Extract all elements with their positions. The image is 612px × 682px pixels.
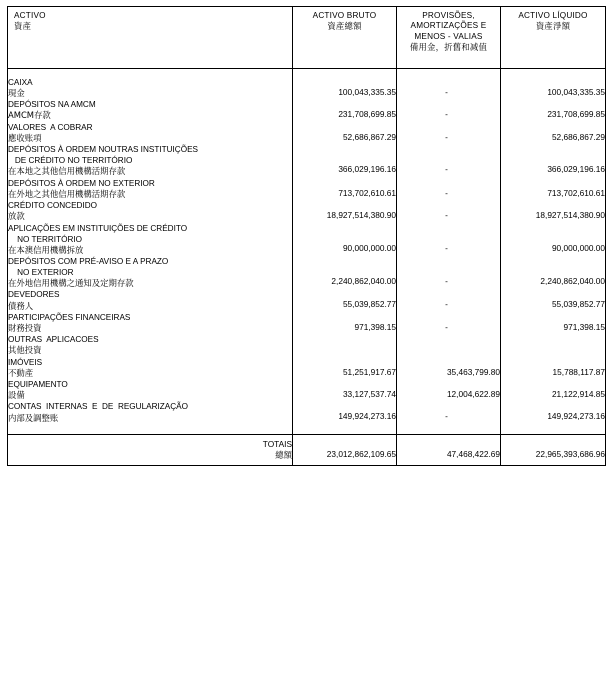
- value-text: -: [445, 109, 448, 120]
- value-text: 100,043,335.35: [338, 87, 396, 97]
- value-pad: [397, 154, 496, 164]
- table-top-spacer: [8, 69, 606, 78]
- row-value-liquido: [501, 312, 606, 334]
- table-row: [8, 289, 606, 311]
- row-label-zh: 現金: [8, 88, 25, 99]
- row-label: [8, 334, 293, 356]
- row-label-pt: OUTRAS APLICACOES: [8, 335, 99, 345]
- spacer-cell-bruto: [293, 69, 397, 78]
- row-label-pt-2: NO EXTERIOR: [8, 268, 74, 278]
- value-pad: [501, 357, 605, 367]
- row-label-pt: IMÓVEIS: [8, 357, 43, 367]
- row-value-liquido: [501, 357, 606, 379]
- value-pad: [501, 289, 605, 299]
- table-row: [8, 178, 606, 200]
- value-pad: [501, 401, 605, 411]
- value-pad: [293, 334, 396, 344]
- value-pad: [501, 154, 605, 164]
- totals-value-provisoes: [397, 434, 501, 466]
- table-row: [8, 379, 606, 401]
- value-text: 55,039,852.77: [342, 299, 396, 310]
- column-header-activo-liquido-pt: ACTIVO LÍQUIDO: [518, 11, 588, 20]
- value-text: 90,000,000.00: [342, 242, 396, 253]
- table-row: [8, 144, 606, 177]
- assets-table: [7, 6, 606, 466]
- column-header-activo-zh: 資產: [14, 21, 32, 32]
- table-row: [8, 200, 606, 222]
- spacer-cell-prov: [397, 69, 501, 78]
- row-label-pt-2: NO TERRITÓRIO: [8, 234, 82, 244]
- row-value-bruto: [293, 122, 397, 144]
- row-label: [8, 178, 293, 200]
- value-text: -: [445, 131, 448, 142]
- totals-row: [8, 434, 606, 466]
- value-pad: [397, 99, 496, 109]
- value-text: 12,004,622.89: [446, 389, 500, 400]
- value-pad: [397, 223, 496, 233]
- row-value-bruto: [293, 178, 397, 200]
- table-row: [8, 401, 606, 423]
- value-pad: [501, 223, 605, 233]
- row-label: [8, 200, 293, 222]
- value-text: 90,000,000.00: [551, 242, 605, 253]
- value-text: 33,127,537.74: [342, 389, 396, 400]
- table-body: [8, 69, 606, 466]
- value-pad: [501, 99, 605, 109]
- value-pad: [293, 154, 396, 164]
- column-header-activo-pt: ACTIVO: [14, 11, 46, 20]
- value-pad: [293, 178, 396, 188]
- row-value-bruto: [293, 144, 397, 177]
- row-label-pt: DEPÓSITOS COM PRÉ-AVISO E A PRAZO: [8, 256, 169, 266]
- table-row: [8, 256, 606, 289]
- spacer-cell-bruto: [293, 424, 397, 435]
- row-label-pt: EQUIPAMENTO: [8, 380, 68, 390]
- row-value-liquido: [501, 178, 606, 200]
- table-row: [8, 334, 606, 356]
- value-text: -: [445, 164, 448, 175]
- row-value-provisoes: [397, 200, 501, 222]
- table-pre-totals-spacer: [8, 424, 606, 435]
- row-value-bruto: [293, 256, 397, 289]
- row-value-provisoes: [397, 401, 501, 423]
- spacer-cell-liquido: [501, 424, 606, 435]
- row-value-bruto: [293, 200, 397, 222]
- row-label-zh: 債務人: [8, 300, 34, 311]
- row-value-provisoes: [397, 144, 501, 177]
- row-value-liquido: [501, 334, 606, 356]
- row-label-pt: DEPÓSITOS À ORDEM NO EXTERIOR: [8, 178, 155, 188]
- value-text: 2,240,862,040.00: [540, 275, 605, 286]
- row-value-provisoes: [397, 223, 501, 256]
- value-text: 366,029,196.16: [338, 164, 396, 175]
- row-label: [8, 357, 293, 379]
- row-value-bruto: [293, 379, 397, 401]
- row-label: [8, 122, 293, 144]
- row-value-liquido: [501, 77, 606, 99]
- value-text: 971,398.15: [563, 321, 605, 332]
- value-text: 18,927,514,380.90: [326, 210, 396, 221]
- value-text: 149,924,273.16: [547, 411, 605, 422]
- value-text: 713,702,610.61: [547, 187, 605, 198]
- value-text: 971,398.15: [354, 321, 396, 332]
- value-text: 35,463,799.80: [446, 366, 500, 377]
- row-label-zh: 放款: [8, 211, 25, 222]
- row-value-provisoes: [397, 122, 501, 144]
- value-text: 15,788,117.87: [552, 366, 605, 377]
- row-value-liquido: [501, 144, 606, 177]
- value-pad: [501, 77, 605, 87]
- column-header-activo: [8, 7, 293, 69]
- row-value-liquido: [501, 379, 606, 401]
- value-pad: [501, 266, 605, 276]
- value-text: 52,686,867.29: [551, 131, 605, 142]
- value-pad: [397, 439, 500, 449]
- row-label-zh: 内部及調整账: [8, 412, 59, 423]
- value-pad: [397, 200, 496, 210]
- row-label-pt: DEPÓSITOS À ORDEM NOUTRAS INSTITUIÇÕES: [8, 145, 199, 155]
- row-label-zh: 在本澳信用機構拆放: [8, 244, 84, 255]
- value-pad: [397, 379, 500, 389]
- table-row: [8, 122, 606, 144]
- value-text: 51,251,917.67: [342, 366, 396, 377]
- row-value-liquido: [501, 256, 606, 289]
- row-label: [8, 401, 293, 423]
- value-pad: [293, 223, 396, 233]
- row-label-pt-2: DE CRÉDITO NO TERRITÓRIO: [8, 156, 133, 166]
- row-label-zh: 其他投資: [8, 345, 42, 356]
- value-pad: [397, 401, 496, 411]
- row-value-provisoes: [397, 256, 501, 289]
- row-label: [8, 144, 293, 177]
- value-pad: [293, 256, 396, 266]
- value-text: 366,029,196.16: [547, 164, 605, 175]
- row-label-pt: CAIXA: [8, 78, 33, 87]
- value-text: -: [445, 187, 448, 198]
- row-value-provisoes: [397, 379, 501, 401]
- table-header: [8, 7, 606, 69]
- value-pad: [501, 122, 605, 132]
- value-pad: [397, 144, 496, 154]
- value-pad: [293, 401, 396, 411]
- row-value-provisoes: [397, 357, 501, 379]
- value-text: -: [445, 242, 448, 253]
- row-label-zh: 在外地信用機構之通知及定期存款: [8, 278, 134, 289]
- value-pad: [293, 266, 396, 276]
- value-text: 52,686,867.29: [342, 131, 396, 142]
- value-text: 2,240,862,040.00: [331, 275, 396, 286]
- row-label-pt: DEVEDORES: [8, 290, 60, 300]
- row-label-zh: AMCM存款: [8, 110, 51, 121]
- value-text: -: [445, 411, 448, 422]
- value-pad: [293, 99, 396, 109]
- value-pad: [397, 233, 496, 243]
- value-text: -: [445, 275, 448, 286]
- value-pad: [397, 77, 496, 87]
- value-pad: [293, 122, 396, 132]
- value-text: -: [445, 321, 448, 332]
- row-label-pt: CRÉDITO CONCEDIDO: [8, 201, 98, 211]
- value-text: 18,927,514,380.90: [535, 210, 605, 221]
- table-row: [8, 312, 606, 334]
- value-pad: [397, 334, 496, 344]
- value-text: 22,965,393,686.96: [535, 448, 605, 459]
- spacer-cell-label: [8, 424, 293, 435]
- value-text: 100,043,335.35: [547, 87, 605, 97]
- row-label-pt: PARTICIPAÇÕES FINANCEIRAS: [8, 312, 131, 322]
- row-label-zh: 不動產: [8, 367, 34, 378]
- row-value-bruto: [293, 99, 397, 121]
- value-pad: [501, 233, 605, 243]
- row-label: [8, 312, 293, 334]
- column-header-provisoes-zh: 備用金，折舊和减值: [409, 41, 488, 52]
- value-pad: [501, 144, 605, 154]
- table-row: [8, 223, 606, 256]
- row-label: [8, 99, 293, 121]
- row-value-liquido: [501, 99, 606, 121]
- value-pad: [501, 178, 605, 188]
- value-pad: [293, 200, 396, 210]
- spacer-cell-liquido: [501, 69, 606, 78]
- value-text: 55,039,852.77: [551, 299, 605, 310]
- table-row: [8, 77, 606, 99]
- row-value-bruto: [293, 401, 397, 423]
- column-header-activo-bruto: [293, 7, 397, 69]
- row-value-bruto: [293, 312, 397, 334]
- row-label-pt: APLICAÇÕES EM INSTITUIÇÕES DE CRÉDITO: [8, 223, 188, 233]
- row-value-bruto: [293, 223, 397, 256]
- row-value-liquido: [501, 401, 606, 423]
- row-value-provisoes: [397, 99, 501, 121]
- value-pad: [501, 256, 605, 266]
- row-value-provisoes: [397, 312, 501, 334]
- value-text: -: [445, 87, 448, 97]
- row-value-bruto: [293, 357, 397, 379]
- row-value-provisoes: [397, 289, 501, 311]
- value-pad: [293, 233, 396, 243]
- value-pad: [397, 357, 500, 367]
- row-label: [8, 77, 293, 99]
- row-label: [8, 289, 293, 311]
- value-text: 21,122,914.85: [551, 389, 605, 400]
- row-value-provisoes: [397, 178, 501, 200]
- row-label-zh: 在外地之其他信用機構活期存款: [8, 188, 126, 199]
- value-pad: [501, 334, 605, 344]
- value-pad: [397, 266, 496, 276]
- row-label: [8, 223, 293, 256]
- column-header-provisoes-line1: PROVISÕES,: [422, 11, 475, 20]
- row-label-zh: 應收账項: [8, 132, 42, 143]
- value-pad: [501, 379, 605, 389]
- row-label-zh: 財務投資: [8, 322, 42, 333]
- totals-label-zh: 總額: [275, 450, 292, 461]
- value-pad: [293, 144, 396, 154]
- value-pad: [293, 312, 396, 322]
- value-pad: [397, 122, 496, 132]
- value-pad: [293, 439, 396, 449]
- value-pad: [501, 200, 605, 210]
- row-value-provisoes: [397, 77, 501, 99]
- value-pad: [293, 289, 396, 299]
- row-label: [8, 256, 293, 289]
- row-value-liquido: [501, 122, 606, 144]
- column-header-activo-liquido-zh: 資產淨額: [535, 21, 571, 32]
- value-text: 47,468,422.69: [446, 448, 500, 459]
- value-text: 23,012,862,109.65: [326, 448, 396, 459]
- row-label-pt: DEPÓSITOS NA AMCM: [8, 100, 96, 110]
- row-label-pt: VALORES A COBRAR: [8, 122, 93, 132]
- row-value-bruto: [293, 334, 397, 356]
- table-row: [8, 357, 606, 379]
- spacer-cell-label: [8, 69, 293, 78]
- value-pad: [397, 312, 496, 322]
- row-value-bruto: [293, 289, 397, 311]
- value-pad: [397, 289, 496, 299]
- value-pad: [397, 178, 496, 188]
- value-pad: [501, 312, 605, 322]
- value-pad: [501, 439, 605, 449]
- value-text: 231,708,699.85: [338, 109, 396, 120]
- value-text: 231,708,699.85: [547, 109, 605, 120]
- row-value-liquido: [501, 289, 606, 311]
- value-pad: [293, 379, 396, 389]
- row-label: [8, 379, 293, 401]
- column-header-provisoes-line3: MENOS - VALIAS: [414, 31, 483, 41]
- totals-value-liquido: [501, 434, 606, 466]
- spacer-cell-prov: [397, 424, 501, 435]
- totals-label: [8, 434, 293, 466]
- column-header-activo-bruto-pt: ACTIVO BRUTO: [312, 11, 377, 20]
- value-pad: [293, 357, 396, 367]
- row-label-zh: 設備: [8, 390, 25, 401]
- value-pad: [293, 77, 396, 87]
- table-row: [8, 99, 606, 121]
- row-value-bruto: [293, 77, 397, 99]
- column-header-provisoes-line2: AMORTIZAÇÕES E: [410, 21, 487, 31]
- totals-value-bruto: [293, 434, 397, 466]
- row-value-liquido: [501, 223, 606, 256]
- row-value-liquido: [501, 200, 606, 222]
- value-text: -: [445, 210, 448, 221]
- value-text: 149,924,273.16: [338, 411, 396, 422]
- column-header-activo-bruto-zh: 資產總額: [327, 21, 362, 32]
- totals-label-pt: TOTAIS: [262, 438, 292, 449]
- row-value-provisoes: [397, 334, 501, 356]
- column-header-provisoes: [397, 7, 501, 69]
- row-label-zh: 在本地之其他信用機構活期存款: [8, 166, 126, 177]
- value-pad: [397, 256, 496, 266]
- column-header-activo-liquido: [501, 7, 606, 69]
- value-text: 713,702,610.61: [338, 187, 396, 198]
- row-label-pt: CONTAS INTERNAS E DE REGULARIZAÇÃO: [8, 402, 189, 412]
- value-text: -: [445, 299, 448, 310]
